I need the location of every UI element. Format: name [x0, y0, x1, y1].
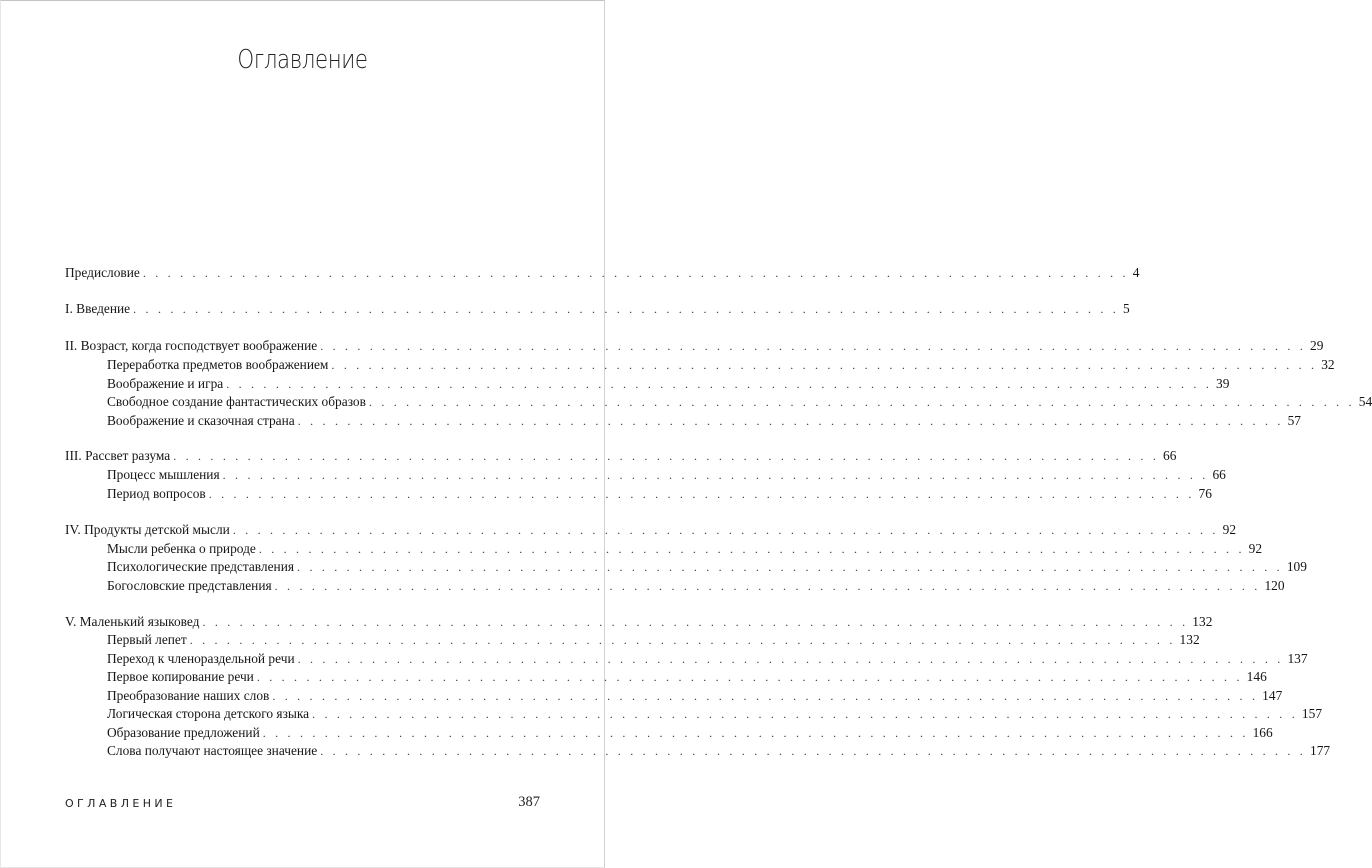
toc-subentry — [107, 705, 1323, 723]
toc-entry-page: 29 — [1310, 338, 1324, 353]
toc-entry-label: Период вопросов — [107, 486, 206, 501]
leader-dots: . . . . . . . . . . . . . . . . . . . . . . . . . . . . . . . . . . . . . . . . . . . . . . . . . . . . . . . . . . . . . . . . . . . . . . . . . . . . . . . . — [202, 615, 1189, 629]
toc-entry-label: Преобразование наших слов — [107, 688, 270, 703]
toc-entry-label: Воображение и сказочная страна — [107, 413, 295, 428]
toc-entry-page: 92 — [1222, 522, 1237, 537]
toc-entry — [65, 300, 1130, 318]
toc-subentry — [107, 540, 1263, 558]
leader-dots: . . . . . . . . . . . . . . . . . . . . . . . . . . . . . . . . . . . . . . . . . . . . . . . . . . . . . . . . . . . . . . . . . . . . . . . . . . . . . . . . — [312, 707, 1298, 721]
toc-subentry — [107, 393, 1372, 411]
toc-entry-page: 66 — [1212, 467, 1226, 482]
toc-entry-label: IV. Продукты детской мысли — [65, 522, 230, 537]
toc-entry-label: Мысли ребенка о природе — [107, 541, 256, 556]
leader-dots: . . . . . . . . . . . . . . . . . . . . . . . . . . . . . . . . . . . . . . . . . . . . . . . . . . . . . . . . . . . . . . . . . . . . . . . . . . . . . . . . — [262, 726, 1249, 740]
toc-subentry — [107, 650, 1308, 668]
leader-dots: . . . . . . . . . . . . . . . . . . . . . . . . . . . . . . . . . . . . . . . . . . . . . . . . . . . . . . . . . . . . . . . . . . . . . . . . . . . . . . . . — [297, 414, 1284, 428]
toc-subentry — [107, 631, 1200, 649]
toc-entry-label: Переход к членораздельной речи — [107, 651, 295, 666]
toc-entry-page: 32 — [1321, 357, 1335, 372]
toc-entry-label: Первый лепет — [107, 632, 187, 647]
leader-dots: . . . . . . . . . . . . . . . . . . . . . . . . . . . . . . . . . . . . . . . . . . . . . . . . . . . . . . . . . . . . . . . . . . . . . . . . . . . . . . . . — [226, 377, 1213, 391]
leader-dots: . . . . . . . . . . . . . . . . . . . . . . . . . . . . . . . . . . . . . . . . . . . . . . . . . . . . . . . . . . . . . . . . . . . . . . . . . . . . . . . . — [232, 523, 1219, 537]
toc-entry-label: I. Введение — [65, 301, 131, 316]
leader-dots: . . . . . . . . . . . . . . . . . . . . . . . . . . . . . . . . . . . . . . . . . . . . . . . . . . . . . . . . . . . . . . . . . . . . . . . . . . . . . . . . — [142, 266, 1129, 280]
toc-entry-label: Логическая сторона детского языка — [107, 706, 310, 721]
toc-subentry — [107, 687, 1283, 705]
leader-dots: . . . . . . . . . . . . . . . . . . . . . . . . . . . . . . . . . . . . . . . . . . . . . . . . . . . . . . . . . . . . . . . . . . . . . . . . . . . . . . . . — [208, 487, 1195, 501]
toc-entry-page: 57 — [1287, 413, 1301, 428]
toc-entry-page: 109 — [1286, 559, 1307, 574]
toc-entry-label: Переработка предметов воображением — [107, 357, 329, 372]
toc-entry-label: Процесс мышления — [107, 467, 220, 482]
toc-entry-page: 157 — [1301, 706, 1323, 721]
running-head: ОГЛАВЛЕНИЕ — [65, 797, 177, 810]
leader-dots: . . . . . . . . . . . . . . . . . . . . . . . . . . . . . . . . . . . . . . . . . . . . . . . . . . . . . . . . . . . . . . . . . . . . . . . . . . . . . . . . — [368, 395, 1355, 409]
toc-entry-page: 39 — [1216, 376, 1230, 391]
toc-entry-label: Воображение и игра — [107, 376, 224, 391]
leader-dots: . . . . . . . . . . . . . . . . . . . . . . . . . . . . . . . . . . . . . . . . . . . . . . . . . . . . . . . . . . . . . . . . . . . . . . . . . . . . . . . . — [189, 633, 1176, 647]
toc-subentry — [107, 375, 1230, 393]
toc-subentry — [107, 558, 1307, 576]
toc-entry-page: 92 — [1248, 541, 1263, 556]
toc-entry-page: 120 — [1264, 578, 1285, 593]
leader-dots: . . . . . . . . . . . . . . . . . . . . . . . . . . . . . . . . . . . . . . . . . . . . . . . . . . . . . . . . . . . . . . . . . . . . . . . . . . . . . . . . — [274, 579, 1261, 593]
toc-entry-page: 4 — [1132, 265, 1140, 280]
toc-subentry — [107, 412, 1301, 430]
toc-entry-label: Слова получают настоящее значение — [107, 743, 318, 758]
leader-dots: . . . . . . . . . . . . . . . . . . . . . . . . . . . . . . . . . . . . . . . . . . . . . . . . . . . . . . . . . . . . . . . . . . . . . . . . . . . . . . . . — [297, 652, 1284, 666]
toc-entry-label: Свободное создание фантастических образов — [107, 394, 366, 409]
leader-dots: . . . . . . . . . . . . . . . . . . . . . . . . . . . . . . . . . . . . . . . . . . . . . . . . . . . . . . . . . . . . . . . . . . . . . . . . . . . . . . . . — [256, 670, 1243, 684]
leader-dots: . . . . . . . . . . . . . . . . . . . . . . . . . . . . . . . . . . . . . . . . . . . . . . . . . . . . . . . . . . . . . . . . . . . . . . . . . . . . . . . . — [222, 468, 1209, 482]
toc-entry — [65, 521, 1237, 539]
toc-entry-page: 177 — [1310, 743, 1331, 758]
toc-entry-page: 54 — [1358, 394, 1372, 409]
toc-entry-page: 166 — [1252, 725, 1273, 740]
toc-entry-label: Образование предложений — [107, 725, 260, 740]
toc-entry-page: 132 — [1192, 614, 1213, 629]
toc-entry-label: Психологические представления — [107, 559, 295, 574]
toc-subentry — [107, 577, 1285, 595]
toc-entry-page: 76 — [1198, 486, 1212, 501]
leader-dots: . . . . . . . . . . . . . . . . . . . . . . . . . . . . . . . . . . . . . . . . . . . . . . . . . . . . . . . . . . . . . . . . . . . . . . . . . . . . . . . . — [320, 339, 1307, 353]
leader-dots: . . . . . . . . . . . . . . . . . . . . . . . . . . . . . . . . . . . . . . . . . . . . . . . . . . . . . . . . . . . . . . . . . . . . . . . . . . . . . . . . — [133, 302, 1119, 316]
toc-entry-label: Первое копирование речи — [107, 669, 254, 684]
toc-entry-label: V. Маленький языковед — [65, 614, 200, 629]
toc-entry-label: III. Рассвет разума — [65, 448, 171, 463]
toc-subentry — [107, 668, 1267, 686]
leader-dots: . . . . . . . . . . . . . . . . . . . . . . . . . . . . . . . . . . . . . . . . . . . . . . . . . . . . . . . . . . . . . . . . . . . . . . . . . . . . . . . . — [272, 689, 1259, 703]
toc-entry-label: Богословские представления — [107, 578, 272, 593]
toc-entry — [65, 337, 1324, 355]
leader-dots: . . . . . . . . . . . . . . . . . . . . . . . . . . . . . . . . . . . . . . . . . . . . . . . . . . . . . . . . . . . . . . . . . . . . . . . . . . . . . . . . — [331, 358, 1318, 372]
toc-subentry — [107, 724, 1273, 742]
toc-subentry — [107, 485, 1212, 503]
toc-entry — [65, 264, 1140, 282]
toc-entry-page: 146 — [1246, 669, 1267, 684]
toc-entry — [65, 613, 1213, 631]
toc-subentry — [107, 742, 1331, 760]
toc-entry-page: 132 — [1179, 632, 1200, 647]
toc-entry-page: 66 — [1163, 448, 1177, 463]
toc-subentry — [107, 466, 1226, 484]
toc-entry-page: 147 — [1262, 688, 1283, 703]
toc-entry-page: 137 — [1287, 651, 1308, 666]
page-title: Оглавление — [237, 45, 368, 75]
leader-dots: . . . . . . . . . . . . . . . . . . . . . . . . . . . . . . . . . . . . . . . . . . . . . . . . . . . . . . . . . . . . . . . . . . . . . . . . . . . . . . . . — [173, 449, 1160, 463]
page-number: 387 — [518, 794, 540, 810]
toc-entry-label: Предисловие — [65, 265, 140, 280]
toc-entry-label: II. Возраст, когда господствует воображение — [65, 338, 318, 353]
leader-dots: . . . . . . . . . . . . . . . . . . . . . . . . . . . . . . . . . . . . . . . . . . . . . . . . . . . . . . . . . . . . . . . . . . . . . . . . . . . . . . . . — [320, 744, 1307, 758]
leader-dots: . . . . . . . . . . . . . . . . . . . . . . . . . . . . . . . . . . . . . . . . . . . . . . . . . . . . . . . . . . . . . . . . . . . . . . . . . . . . . . . . — [258, 542, 1245, 556]
toc-entry — [65, 447, 1177, 465]
toc-subentry — [107, 356, 1335, 374]
toc-entry-page: 5 — [1122, 301, 1130, 316]
leader-dots: . . . . . . . . . . . . . . . . . . . . . . . . . . . . . . . . . . . . . . . . . . . . . . . . . . . . . . . . . . . . . . . . . . . . . . . . . . . . . . . . — [297, 560, 1283, 574]
